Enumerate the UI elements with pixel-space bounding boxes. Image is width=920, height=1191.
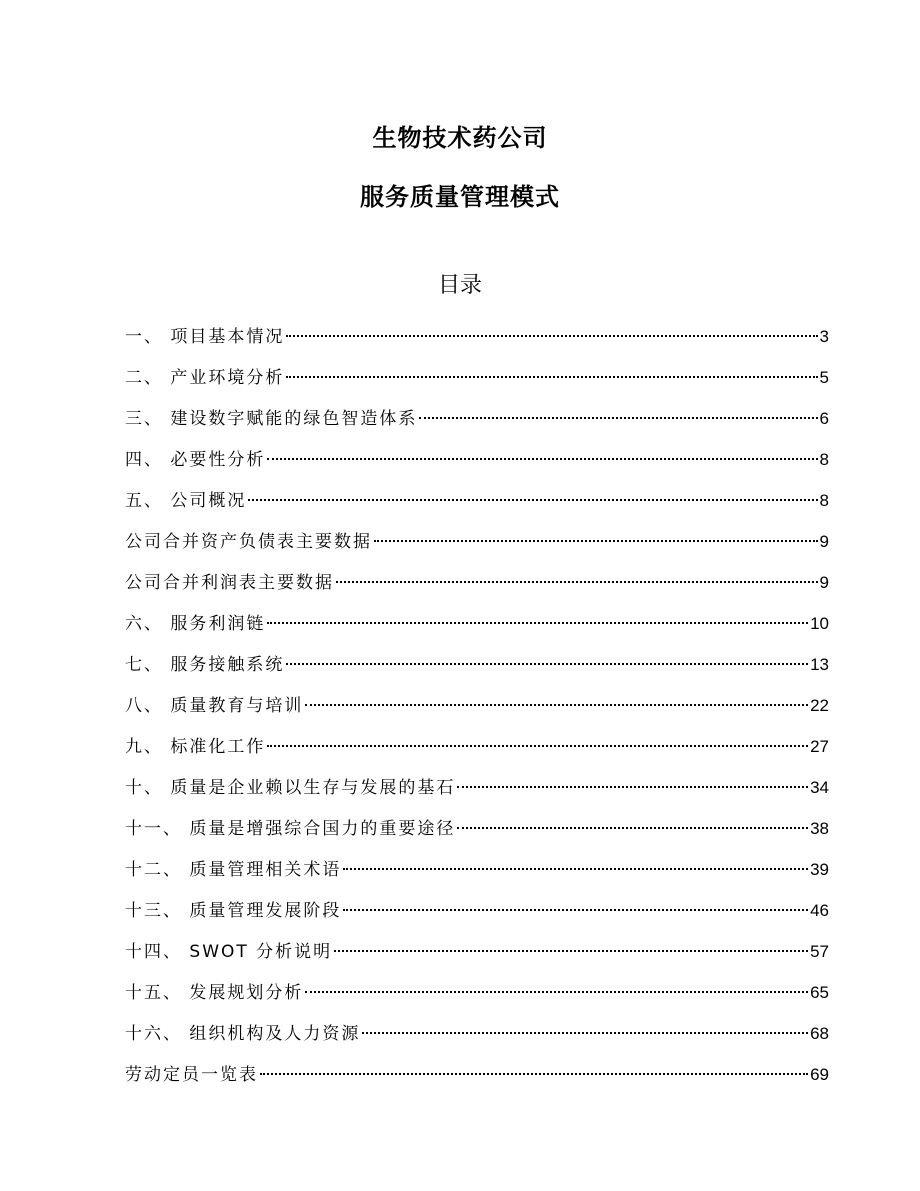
toc-dot-leader <box>260 1073 808 1075</box>
toc-entry[interactable] <box>125 814 829 855</box>
toc-entry[interactable] <box>125 445 829 486</box>
toc-dot-leader <box>286 663 808 665</box>
toc-entry-page-number: 38 <box>810 819 829 838</box>
toc-dot-leader <box>334 950 808 952</box>
toc-dot-leader <box>248 499 817 501</box>
toc-entry[interactable] <box>125 978 829 1019</box>
toc-entry-page-number: 5 <box>819 368 829 387</box>
toc-dot-leader <box>343 868 808 870</box>
toc-dot-leader <box>457 827 808 829</box>
toc-dot-leader <box>267 458 817 460</box>
toc-entry[interactable] <box>125 322 829 363</box>
document-title: 生物技术药公司 <box>372 124 548 152</box>
toc-entry-label: 二、 产业环境分析 <box>125 368 285 388</box>
toc-entry-page-number: 9 <box>819 532 829 551</box>
toc-entry-page-number: 34 <box>810 778 829 797</box>
toc-entry-label: 六、 服务利润链 <box>125 614 266 634</box>
toc-entry[interactable] <box>125 773 829 814</box>
toc-entry[interactable] <box>125 855 829 896</box>
toc-entry-page-number: 8 <box>819 450 829 469</box>
toc-dot-leader <box>267 622 808 624</box>
toc-entry-page-number: 10 <box>810 614 829 633</box>
toc-entry-page-number: 13 <box>810 655 829 674</box>
toc-entry[interactable] <box>125 1019 829 1060</box>
toc-entry[interactable] <box>125 404 829 445</box>
toc-entry-page-number: 57 <box>810 942 829 961</box>
toc-entry-page-number: 65 <box>810 983 829 1002</box>
toc-entry-label: 十、 质量是企业赖以生存与发展的基石 <box>125 778 456 798</box>
toc-entry-label: 公司合并资产负债表主要数据 <box>125 532 372 552</box>
toc-entry[interactable] <box>125 527 829 568</box>
toc-entry-page-number: 68 <box>810 1024 829 1043</box>
toc-entry[interactable] <box>125 896 829 937</box>
toc-entry[interactable] <box>125 937 829 978</box>
toc-dot-leader <box>362 1032 808 1034</box>
toc-entry[interactable] <box>125 363 829 404</box>
toc-entry[interactable] <box>125 650 829 691</box>
toc-entry[interactable] <box>125 732 829 773</box>
toc-dot-leader <box>305 704 808 706</box>
toc-dot-leader <box>286 376 817 378</box>
toc-entry-label: 五、 公司概况 <box>125 491 247 511</box>
toc-entry-label: 三、 建设数字赋能的绿色智造体系 <box>125 409 418 429</box>
toc-entry[interactable] <box>125 609 829 650</box>
toc-dot-leader <box>343 909 808 911</box>
toc-entry-label: 九、 标准化工作 <box>125 737 266 757</box>
toc-entry-page-number: 6 <box>819 409 829 428</box>
toc-entry-label: 十六、 组织机构及人力资源 <box>125 1024 361 1044</box>
toc-entry-label: 十四、 SWOT 分析说明 <box>125 942 333 962</box>
toc-entry-label: 七、 服务接触系统 <box>125 655 285 675</box>
toc-dot-leader <box>419 417 817 419</box>
toc-dot-leader <box>305 991 808 993</box>
toc-entry[interactable] <box>125 1060 829 1101</box>
toc-entry-page-number: 69 <box>810 1065 829 1084</box>
toc-entry-label: 公司合并利润表主要数据 <box>125 573 334 593</box>
toc-entry-label: 八、 质量教育与培训 <box>125 696 304 716</box>
toc-entry-label: 十三、 质量管理发展阶段 <box>125 901 342 921</box>
toc-entry-label: 一、 项目基本情况 <box>125 327 285 347</box>
toc-entry-label: 劳动定员一览表 <box>125 1065 258 1085</box>
toc-entry-page-number: 3 <box>819 327 829 346</box>
toc-heading: 目录 <box>437 273 482 298</box>
toc-dot-leader <box>374 540 818 542</box>
toc-entry-label: 十一、 质量是增强综合国力的重要途径 <box>125 819 456 839</box>
toc-entry-page-number: 22 <box>810 696 829 715</box>
toc-entry[interactable] <box>125 486 829 527</box>
toc-dot-leader <box>457 786 808 788</box>
table-of-contents <box>125 322 829 1101</box>
toc-dot-leader <box>336 581 818 583</box>
toc-entry-page-number: 27 <box>810 737 829 756</box>
document-subtitle: 服务质量管理模式 <box>360 183 560 211</box>
toc-entry-page-number: 46 <box>810 901 829 920</box>
toc-entry-label: 十五、 发展规划分析 <box>125 983 304 1003</box>
toc-dot-leader <box>267 745 808 747</box>
toc-entry-page-number: 8 <box>819 491 829 510</box>
toc-entry-page-number: 39 <box>810 860 829 879</box>
toc-entry-label: 十二、 质量管理相关术语 <box>125 860 342 880</box>
toc-dot-leader <box>286 335 817 337</box>
toc-entry[interactable] <box>125 568 829 609</box>
toc-entry-label: 四、 必要性分析 <box>125 450 266 470</box>
toc-entry-page-number: 9 <box>819 573 829 592</box>
toc-entry[interactable] <box>125 691 829 732</box>
